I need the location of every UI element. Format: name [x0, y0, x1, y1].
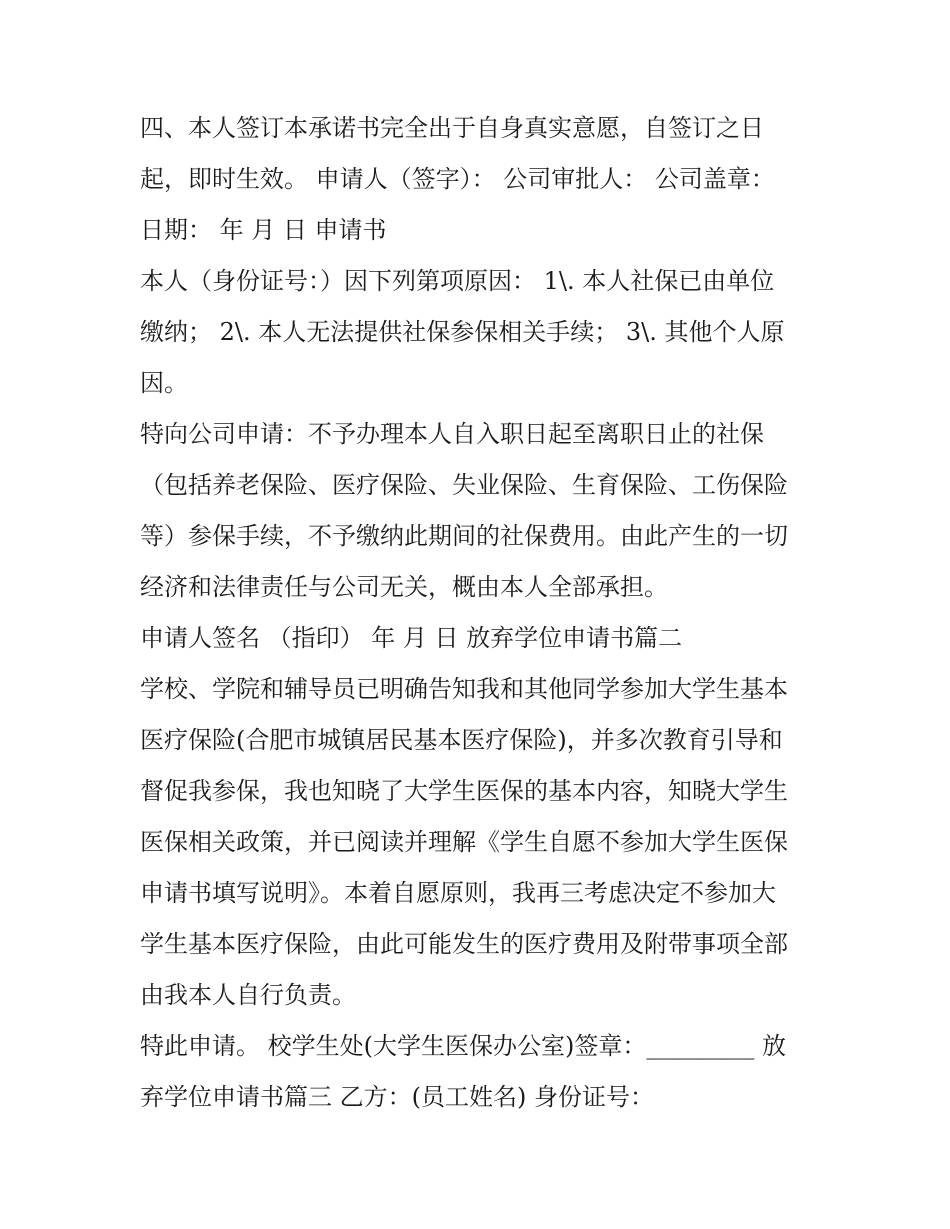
text-line-8: （包括养老保险、医疗保险、失业保险、生育保险、工伤保险: [140, 471, 788, 499]
document-body: [140, 103, 820, 1123]
text-line-1: 四、本人签订本承诺书完全出于自身真实意愿，自签订之日: [140, 114, 764, 142]
text-line-14: 督促我参保，我也知晓了大学生医保的基本内容，知晓大学生: [140, 777, 788, 805]
text-line-9: 等）参保手续，不予缴纳此期间的社保费用。由此产生的一切: [140, 522, 788, 550]
text-line-7: 特向公司申请：不予办理本人自入职日起至离职日止的社保: [140, 420, 764, 448]
text-line-19: 特此申请。 校学生处(大学生医保办公室)签章：_________ 放: [140, 1032, 786, 1060]
text-line-5: 缴纳； 2\. 本人无法提供社保参保相关手续； 3\. 其他个人原: [140, 318, 785, 346]
text-line-4: 本人（身份证号：）因下列第项原因： 1\. 本人社保已由单位: [140, 267, 775, 295]
text-line-12: 学校、学院和辅导员已明确告知我和其他同学参加大学生基本: [140, 675, 788, 703]
text-line-20: 弃学位申请书篇三 乙方：(员工姓名) 身份证号：: [140, 1083, 654, 1111]
text-line-18: 由我本人自行负责。: [140, 981, 356, 1009]
text-line-6: 因。: [140, 369, 188, 397]
text-line-2: 起，即时生效。 申请人（签字）： 公司审批人： 公司盖章：: [140, 165, 775, 193]
text-line-13: 医疗保险(合肥市城镇居民基本医疗保险)，并多次教育引导和: [140, 726, 783, 754]
text-line-17: 学生基本医疗保险，由此可能发生的医疗费用及附带事项全部: [140, 930, 788, 958]
text-line-11: 申请人签名 （指印） 年 月 日 放弃学位申请书篇二: [140, 624, 683, 652]
text-line-15: 医保相关政策，并已阅读并理解《学生自愿不参加大学生医保: [140, 828, 788, 856]
text-line-3: 日期： 年 月 日 申请书: [140, 216, 387, 244]
text-line-10: 经济和法律责任与公司无关，概由本人全部承担。: [140, 573, 668, 601]
text-line-16: 申请书填写说明》。本着自愿原则，我再三考虑决定不参加大: [140, 879, 776, 907]
